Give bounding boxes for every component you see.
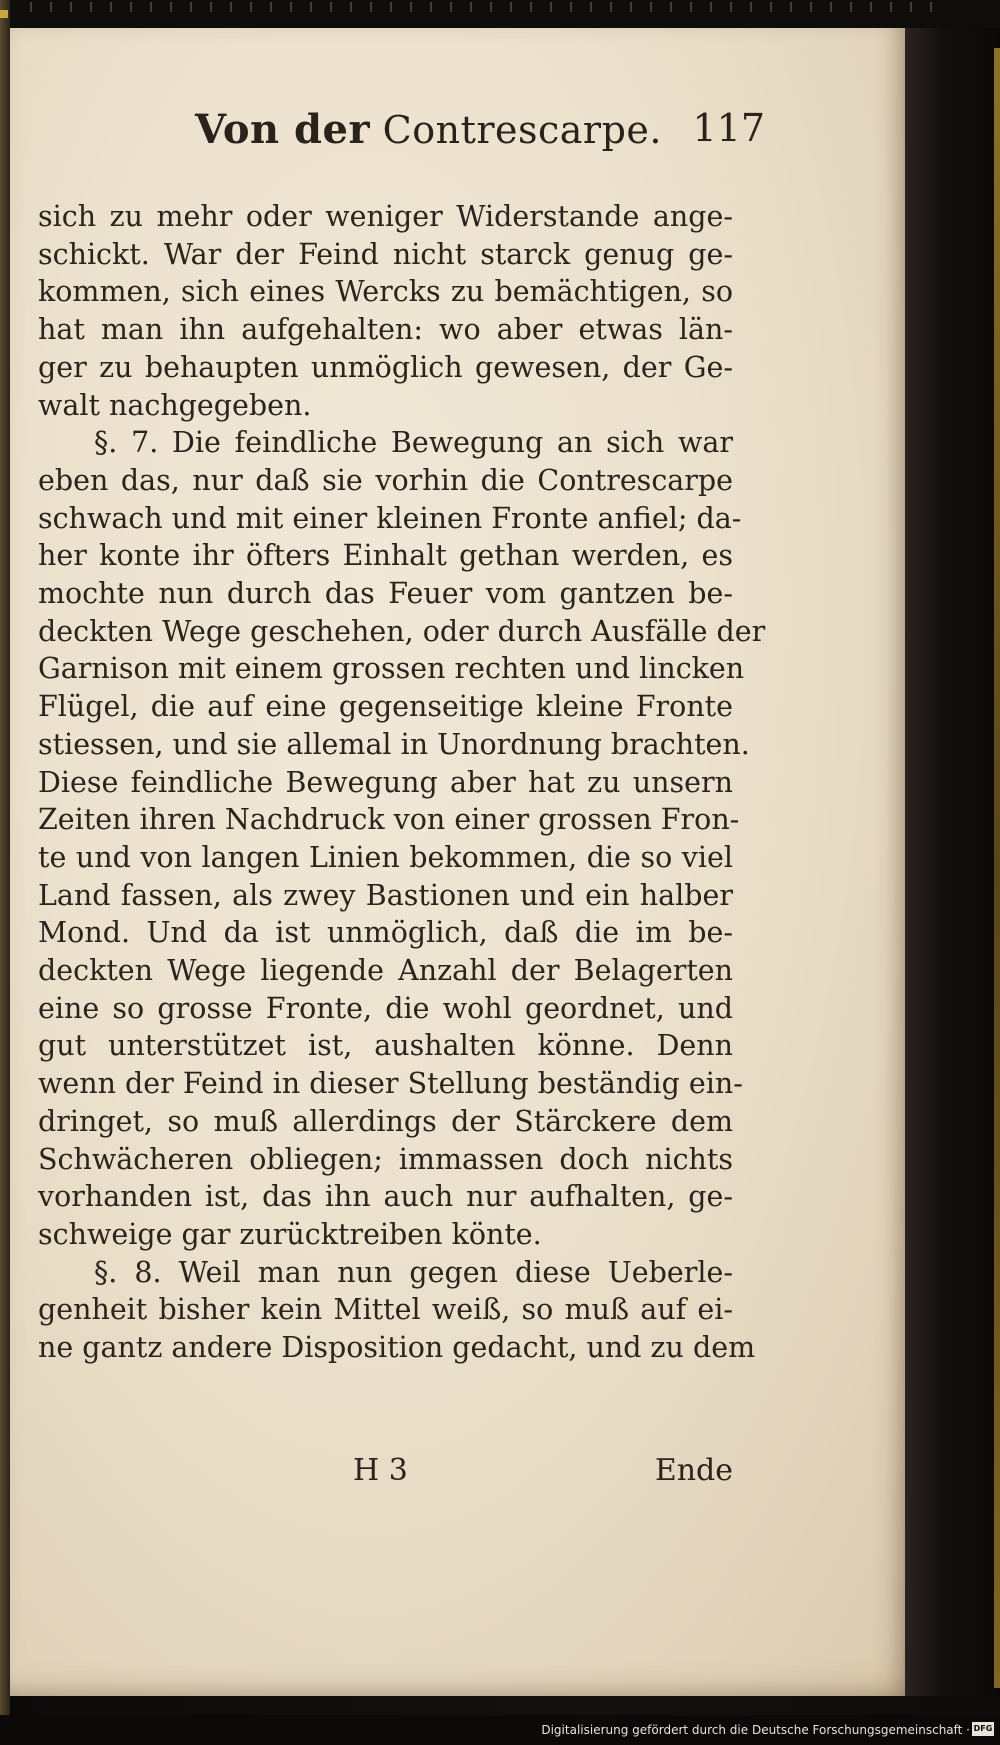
text-line: hat man ihn aufgehalten: wo aber etwas län- <box>38 313 733 347</box>
text-line: ne gantz andere Disposition gedacht, und zu dem <box>38 1331 756 1365</box>
text-line: Schwächeren obliegen; immassen doch nichts <box>38 1142 733 1176</box>
color-marker <box>0 10 8 18</box>
text-line: Diese feindliche Bewegung aber hat zu unsern <box>38 765 733 799</box>
text-line: eben das, nur daß sie vorhin die Contrescarpe <box>38 463 733 497</box>
text-line: te und von langen Linien bekommen, die so viel <box>38 840 733 874</box>
text-line: Zeiten ihren Nachdruck von einer grossen Fron- <box>38 803 740 837</box>
digitization-credit: Digitalisierung gefördert durch die Deutsche Forschungsgemeinschaft · <box>541 1723 970 1737</box>
running-head <box>195 106 662 153</box>
book-spine-shadow <box>905 28 1000 1696</box>
text-line: ger zu behaupten unmöglich gewesen, der Ge- <box>38 350 733 384</box>
text-line: vorhanden ist, das ihn auch nur aufhalten, ge- <box>38 1180 733 1214</box>
text-line: schweige gar zurücktreiben könte. <box>38 1217 542 1251</box>
text-line: Land fassen, als zwey Bastionen und ein halber <box>38 878 733 912</box>
page-header <box>195 106 765 176</box>
left-page-edge <box>0 0 10 1745</box>
signature-mark: H 3 <box>353 1453 408 1488</box>
gilt-edge <box>994 48 1000 1688</box>
body-text <box>38 198 766 1367</box>
text-line: wenn der Feind in dieser Stellung beständig ein- <box>38 1067 743 1101</box>
catchword: Ende <box>654 1453 733 1488</box>
text-line: dringet, so muß allerdings der Stärckere dem <box>38 1104 733 1138</box>
text-line: gut unterstützet ist, aushalten könne. Denn <box>38 1029 733 1063</box>
page-number: 117 <box>692 106 765 150</box>
dfg-logo-icon: DFG <box>972 1722 994 1736</box>
text-line: Garnison mit einem grossen rechten und lincken <box>38 652 745 686</box>
text-line: schwach und mit einer kleinen Fronte anfiel; da- <box>38 501 742 535</box>
book-page <box>10 28 905 1696</box>
text-line: her konte ihr öfters Einhalt gethan werden, es <box>38 539 733 573</box>
text-line: schickt. War der Feind nicht starck genug ge- <box>38 237 733 271</box>
top-scan-strip <box>0 0 1000 28</box>
running-head-roman: Contrescarpe. <box>382 108 662 152</box>
text-line: stiessen, und sie allemal in Unordnung brachten. <box>38 727 750 761</box>
text-line: Mond. Und da ist unmöglich, daß die im be- <box>38 916 733 950</box>
scale-ruler <box>30 2 950 12</box>
text-line: eine so grosse Fronte, die wohl geordnet, und <box>38 991 733 1025</box>
text-line: kommen, sich eines Wercks zu bemächtigen, so <box>38 275 733 309</box>
text-line: deckten Wege liegende Anzahl der Belagerten <box>38 954 733 988</box>
text-line-section-7: §. 7. Die feindliche Bewegung an sich war <box>94 426 733 460</box>
running-head-fraktur: Von der <box>195 106 371 153</box>
text-line: mochte nun durch das Feuer vom gantzen be- <box>38 577 733 611</box>
text-line: sich zu mehr oder weniger Widerstande ange- <box>38 200 733 233</box>
text-line-section-8: §. 8. Weil man nun gegen diese Ueberle- <box>94 1255 733 1289</box>
text-line: deckten Wege geschehen, oder durch Ausfälle der <box>38 614 766 648</box>
text-line: genheit bisher kein Mittel weiß, so muß auf ei- <box>38 1293 733 1327</box>
text-line: walt nachgegeben. <box>38 388 312 422</box>
page-footer <box>38 1453 733 1495</box>
text-line: Flügel, die auf eine gegenseitige kleine Fronte <box>38 690 733 724</box>
